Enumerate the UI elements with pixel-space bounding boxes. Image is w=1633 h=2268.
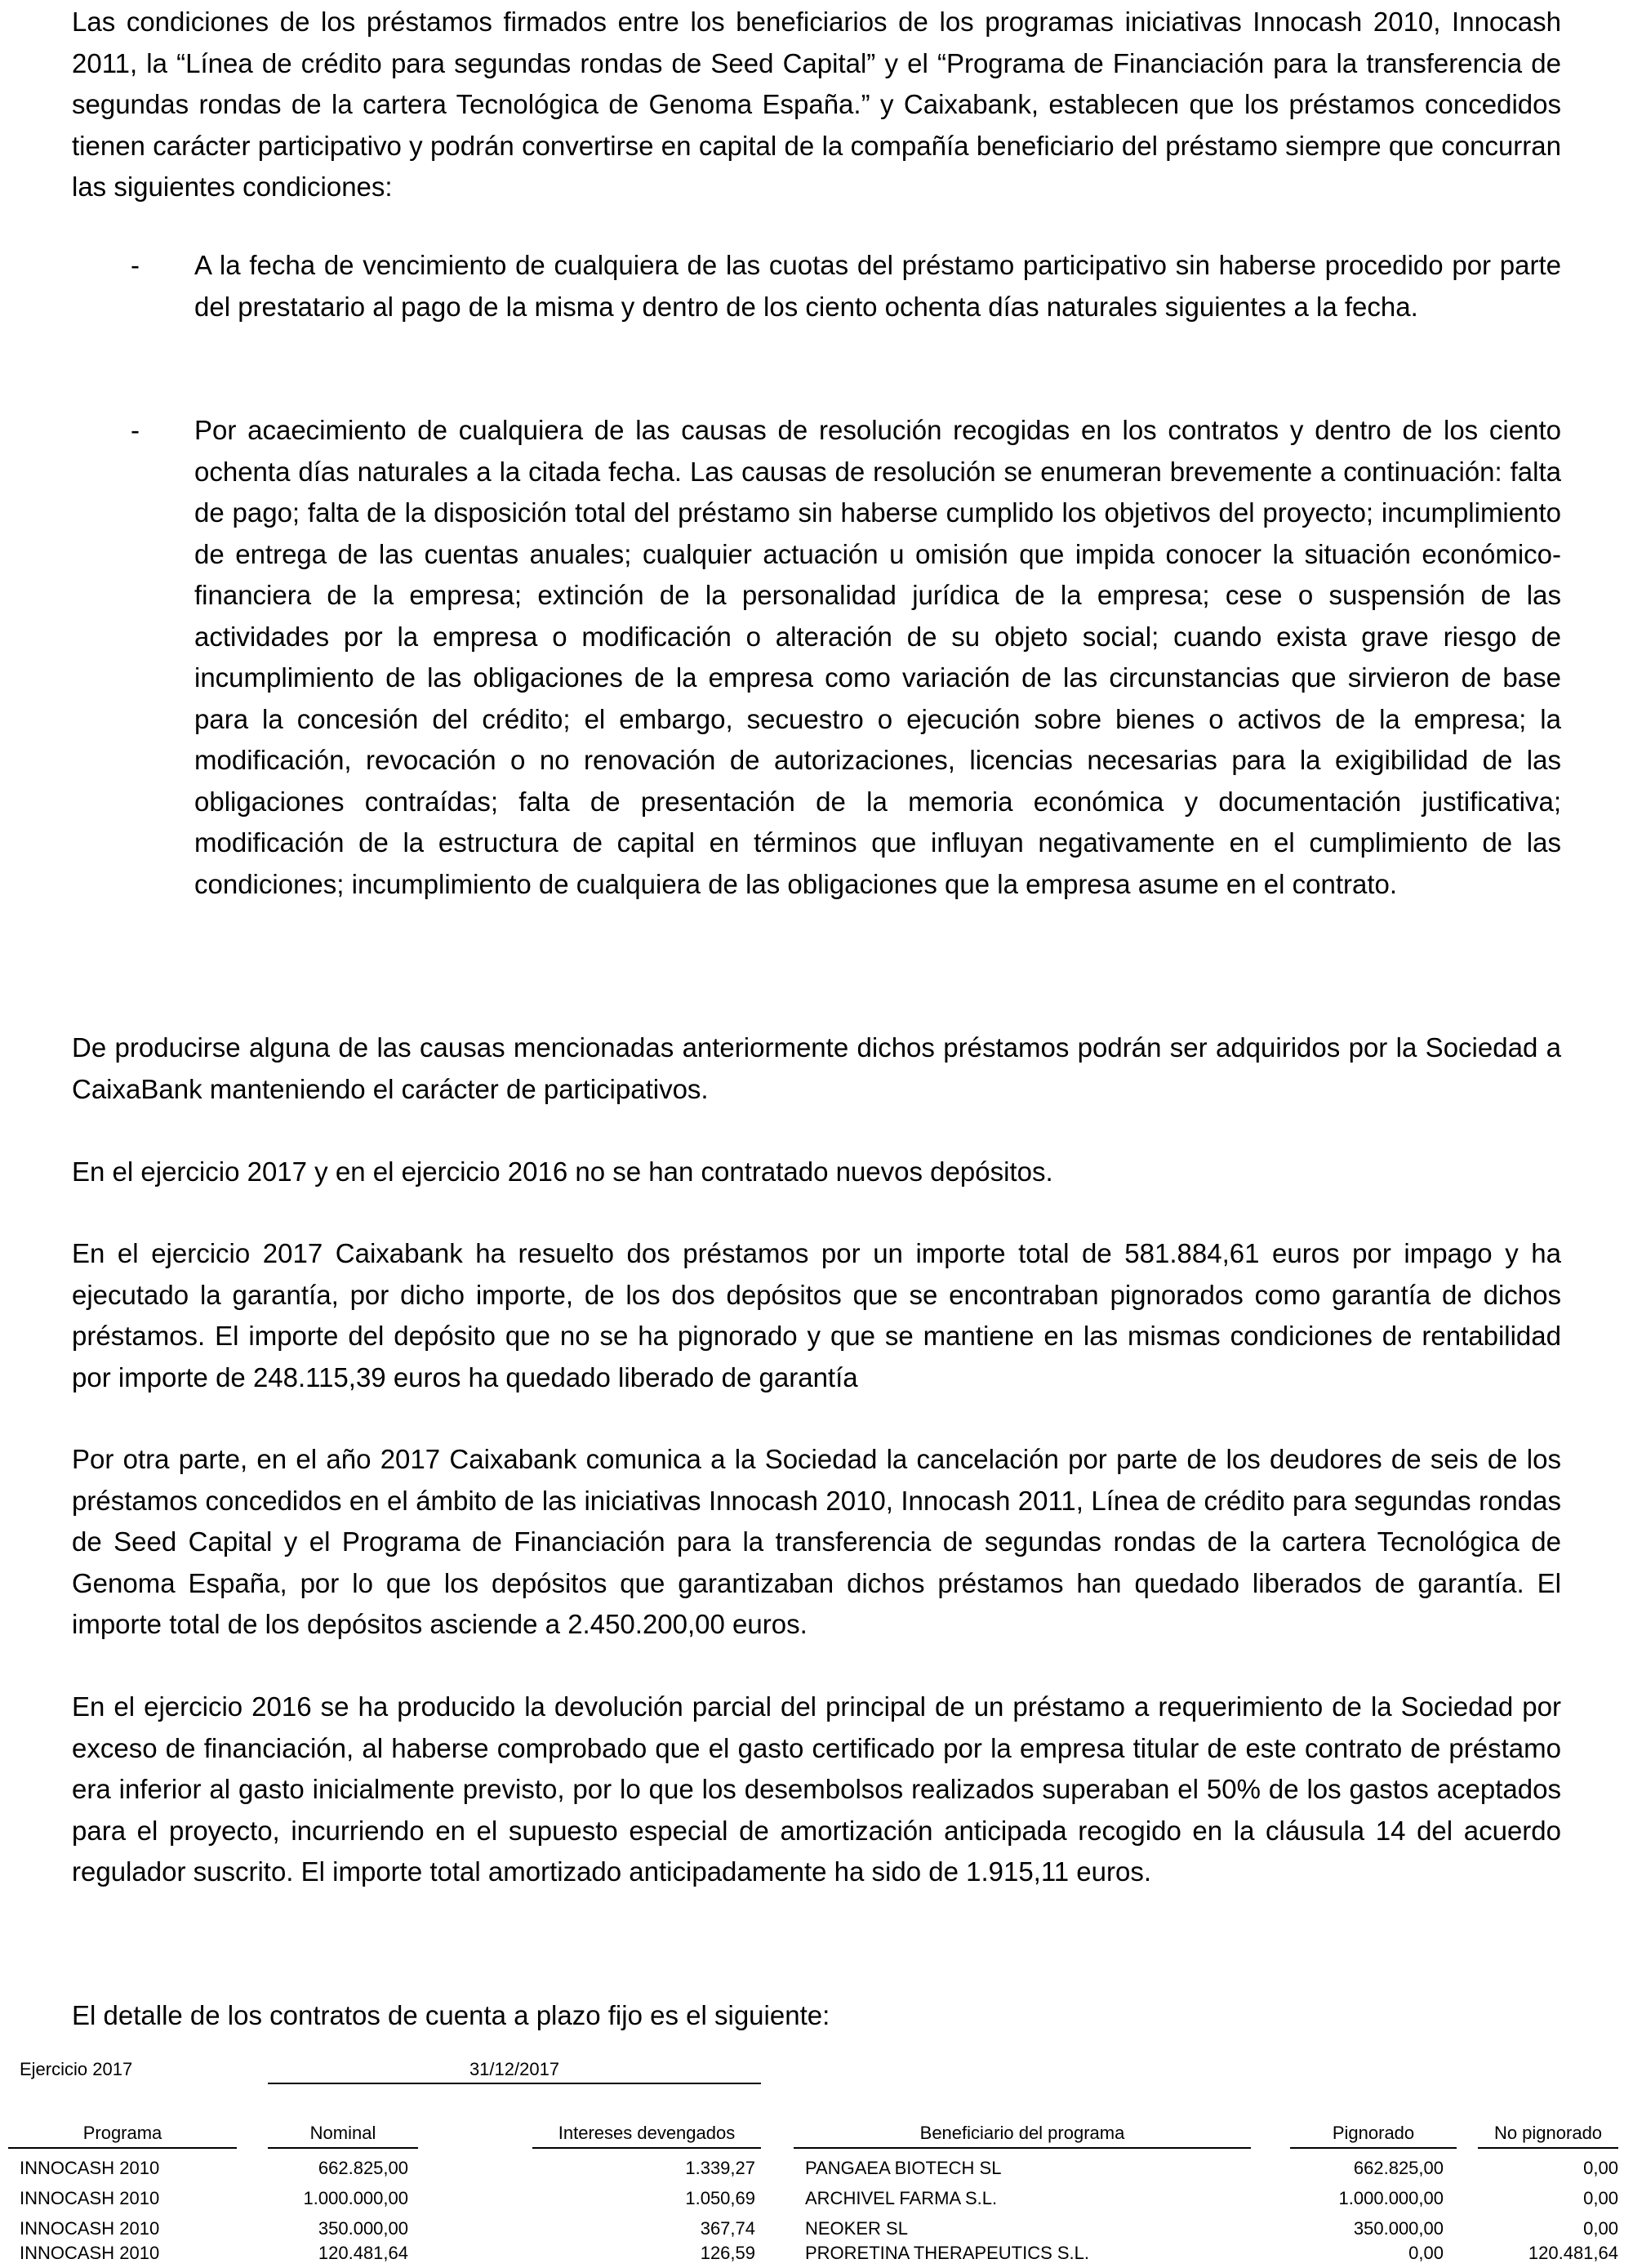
cell-no-pignorado: 120.481,64 xyxy=(1528,2243,1618,2263)
cell-beneficiario: NEOKER SL xyxy=(805,2218,908,2239)
cell-intereses: 1.339,27 xyxy=(685,2158,755,2178)
paragraph-table-intro: El detalle de los contratos de cuenta a plazo fijo es el siguiente: xyxy=(72,2000,830,2030)
bullet-marker-2: - xyxy=(131,415,140,445)
header-underline xyxy=(1478,2147,1618,2149)
paragraph-resolved-loans: En el ejercicio 2017 Caixabank ha resuelto dos préstamos por un importe total de 581.884,61 euros por impago y ha ejecutado la garantía, por dicho importe, de los dos depósitos que se encontraban pignorados como garantía de dichos préstamos. El importe del depósito que no se ha pignorado y que se mantiene en las mismas condiciones de rentabilidad por importe de 248.115,39 euros ha quedado liberado de garantía xyxy=(72,1238,1561,1392)
bullet-marker-1: - xyxy=(131,250,140,280)
cell-pignorado: 350.000,00 xyxy=(1353,2218,1444,2239)
header-underline xyxy=(794,2147,1251,2149)
header-nominal: Nominal xyxy=(309,2123,376,2143)
header-beneficiario: Beneficiario del programa xyxy=(919,2123,1125,2143)
date-label: 31/12/2017 xyxy=(469,2059,560,2079)
cell-beneficiario: PANGAEA BIOTECH SL xyxy=(805,2158,1002,2178)
header-underline xyxy=(532,2147,761,2149)
cell-programa: INNOCASH 2010 xyxy=(20,2218,160,2239)
cell-beneficiario: ARCHIVEL FARMA S.L. xyxy=(805,2188,998,2208)
paragraph-cancellation: Por otra parte, en el año 2017 Caixabank comunica a la Sociedad la cancelación por parte de los deudores de seis de los préstamos concedidos en el ámbito de las iniciativas Innocash 2010, Innocash 2011, Línea de crédito para segundas rondas de Seed Capital y el Programa de Financiación para la transferencia de segundas rondas de la cartera Tecnológica de Genoma España, por lo que los depósitos que garantizaban dichos préstamos han quedado liberados de garantía. El importe total de los depósitos asciende a 2.450.200,00 euros. xyxy=(72,1444,1561,1639)
header-intereses: Intereses devengados xyxy=(558,2123,736,2143)
cell-programa: INNOCASH 2010 xyxy=(20,2243,160,2263)
cell-beneficiario: PRORETINA THERAPEUTICS S.L. xyxy=(805,2243,1090,2263)
cell-programa: INNOCASH 2010 xyxy=(20,2188,160,2208)
cell-nominal: 1.000.000,00 xyxy=(303,2188,408,2208)
bullet-item-1 xyxy=(131,245,1561,328)
header-programa: Programa xyxy=(82,2123,162,2143)
header-underline xyxy=(1290,2147,1457,2149)
paragraph-partial-return: En el ejercicio 2016 se ha producido la devolución parcial del principal de un préstamo a requerimiento de la Sociedad por exceso de financiación, al haberse comprobado que el gasto certificado por la empresa titular de este contrato de préstamo era inferior al gasto inicialmente previsto, por lo que los desembolsos realizados superaban el 50% de los gastos aceptados para el proyecto, incurriendo en el supuesto especial de amortización anticipada recogido en la cláusula 14 del acuerdo regulador suscrito. El importe total amortizado anticipadamente ha sido de 1.915,11 euros. xyxy=(72,1691,1561,1887)
bullet-text-2: Por acaecimiento de cualquiera de las causas de resolución recogidas en los contratos y dentro de los ciento ochenta días naturales a la citada fecha. Las causas de resolución se enumeran brevemente a continuación: falta de pago; falta de la disposición total del préstamo sin haberse cumplido los objetivos del proyecto; incumplimiento de entrega de las cuentas anuales; cualquier actuación u omisión que impida conocer la situación económico-financiera de la empresa; extinción de la personalidad jurídica de la empresa; cese o suspensión de las actividades por la empresa o modificación o alteración de su objeto social; cuando exista grave riesgo de incumplimiento de las obligaciones de la empresa como variación de las circunstancias que sirvieron de base para la concesión del crédito; el embargo, secuestro o ejecución sobre bienes o activos de la empresa; la modificación, revocación o no renovación de autorizaciones, licencias necesarias para la exigibilidad de las obligaciones contraídas; falta de presentación de la memoria económica y documentación justificativa; modificación de la estructura de capital en términos que influyan negativamente en el cumplimiento de las condiciones; incumplimiento de cualquiera de las obligaciones que la empresa asume en el contrato. xyxy=(194,415,1561,899)
cell-no-pignorado: 0,00 xyxy=(1583,2218,1618,2239)
cell-intereses: 1.050,69 xyxy=(685,2188,755,2208)
bullet-text-1: A la fecha de vencimiento de cualquiera de las cuotas del préstamo participativo sin haberse procedido por parte del prestatario al pago de la misma y dentro de los ciento ochenta días naturales siguientes a la fecha. xyxy=(194,250,1561,322)
paragraph-no-new-deposits: En el ejercicio 2017 y en el ejercicio 2016 no se han contratado nuevos depósitos. xyxy=(72,1156,1053,1187)
bullet-item-2 xyxy=(131,410,1561,905)
paragraph-acquisition: De producirse alguna de las causas mencionadas anteriormente dichos préstamos podrán ser adquiridos por la Sociedad a CaixaBank manteniendo el carácter de participativos. xyxy=(72,1032,1561,1104)
cell-nominal: 662.825,00 xyxy=(318,2158,408,2178)
cell-pignorado: 662.825,00 xyxy=(1353,2158,1444,2178)
cell-programa: INNOCASH 2010 xyxy=(20,2158,160,2178)
header-underline xyxy=(8,2147,237,2149)
exercise-label: Ejercicio 2017 xyxy=(20,2059,133,2079)
cell-pignorado: 1.000.000,00 xyxy=(1338,2188,1444,2208)
cell-pignorado: 0,00 xyxy=(1408,2243,1444,2263)
header-no-pignorado: No pignorado xyxy=(1493,2123,1603,2143)
header-underline xyxy=(268,2147,418,2149)
cell-nominal: 350.000,00 xyxy=(318,2218,408,2239)
cell-intereses: 126,59 xyxy=(700,2243,755,2263)
intro-paragraph: Las condiciones de los préstamos firmados entre los beneficiarios de los programas iniciativas Innocash 2010, Innocash 2011, la “Línea de crédito para segundas rondas de Seed Capital” y el “Programa de Financiación para la transferencia de segundas rondas de la cartera Tecnológica de Genoma España.” y Caixabank, establecen que los préstamos concedidos tienen carácter participativo y podrán convertirse en capital de la compañía beneficiario del préstamo siempre que concurran las siguientes condiciones: xyxy=(72,7,1561,202)
cell-no-pignorado: 0,00 xyxy=(1583,2158,1618,2178)
cell-intereses: 367,74 xyxy=(700,2218,755,2239)
date-underline xyxy=(268,2083,761,2084)
cell-no-pignorado: 0,00 xyxy=(1583,2188,1618,2208)
cell-nominal: 120.481,64 xyxy=(318,2243,408,2263)
header-pignorado: Pignorado xyxy=(1332,2123,1415,2143)
